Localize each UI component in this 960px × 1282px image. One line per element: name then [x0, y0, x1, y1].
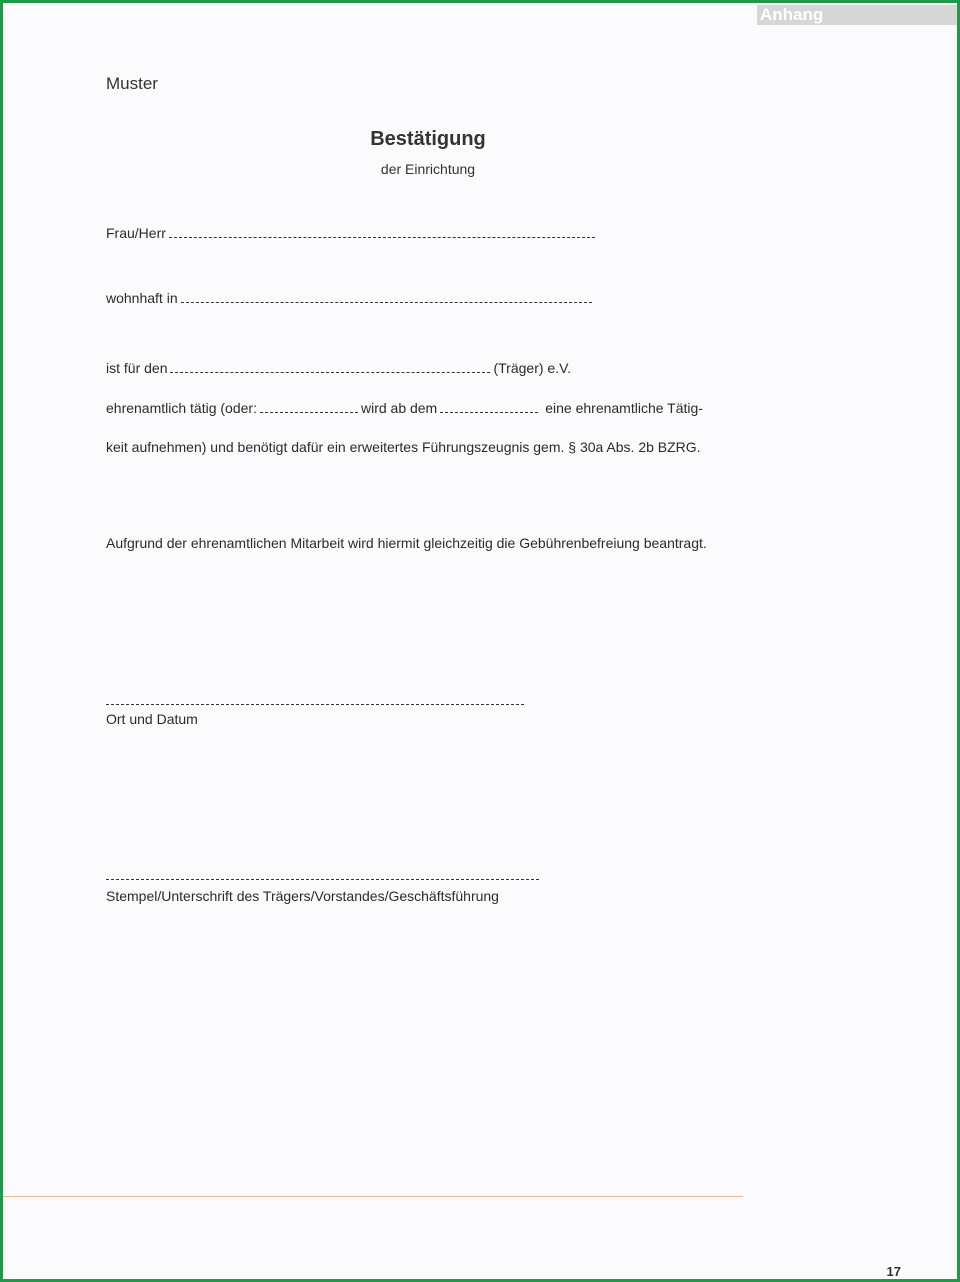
- activity-line-1: [106, 400, 703, 416]
- activity-blank-1: [260, 402, 358, 413]
- organisation-suffix: (Träger) e.V.: [493, 360, 572, 376]
- name-blank: [169, 227, 595, 238]
- residence-label: wohnhaft in: [106, 290, 178, 306]
- activity-line-2: keit aufnehmen) und benötigt dafür ein erweitertes Führungszeugnis gem. § 30a Abs. 2b BZRG.: [106, 439, 701, 455]
- section-tab-label: Anhang: [760, 5, 824, 24]
- organisation-prefix: ist für den: [106, 360, 168, 376]
- signature-line: [106, 879, 539, 880]
- organisation-line: [106, 360, 571, 376]
- activity-text-c: eine ehrenamtliche Tätig-: [545, 400, 703, 416]
- place-date-label: Ort und Datum: [106, 711, 198, 727]
- residence-blank: [181, 292, 592, 303]
- signature-label: Stempel/Unterschrift des Trägers/Vorstandes/Geschäftsführung: [106, 888, 499, 904]
- document-title: Bestätigung: [370, 128, 486, 150]
- residence-line: [106, 290, 595, 306]
- name-line: [106, 225, 598, 241]
- organisation-blank: [170, 362, 490, 373]
- place-date-line: [106, 704, 524, 705]
- page-number: 17: [886, 1264, 901, 1279]
- activity-text-b: wird ab dem: [360, 400, 438, 416]
- footer-rule: [3, 1196, 743, 1197]
- document-subtitle: der Einrichtung: [380, 161, 476, 177]
- activity-text-a: ehrenamtlich tätig (oder:: [106, 400, 257, 416]
- name-label: Frau/Herr: [106, 225, 166, 241]
- muster-label: Muster: [106, 74, 158, 93]
- section-tab: [757, 5, 959, 25]
- activity-blank-2: [440, 402, 538, 413]
- fee-exemption-paragraph: Aufgrund der ehrenamtlichen Mitarbeit wird hiermit gleichzeitig die Gebührenbefreiung beantragt.: [106, 535, 707, 551]
